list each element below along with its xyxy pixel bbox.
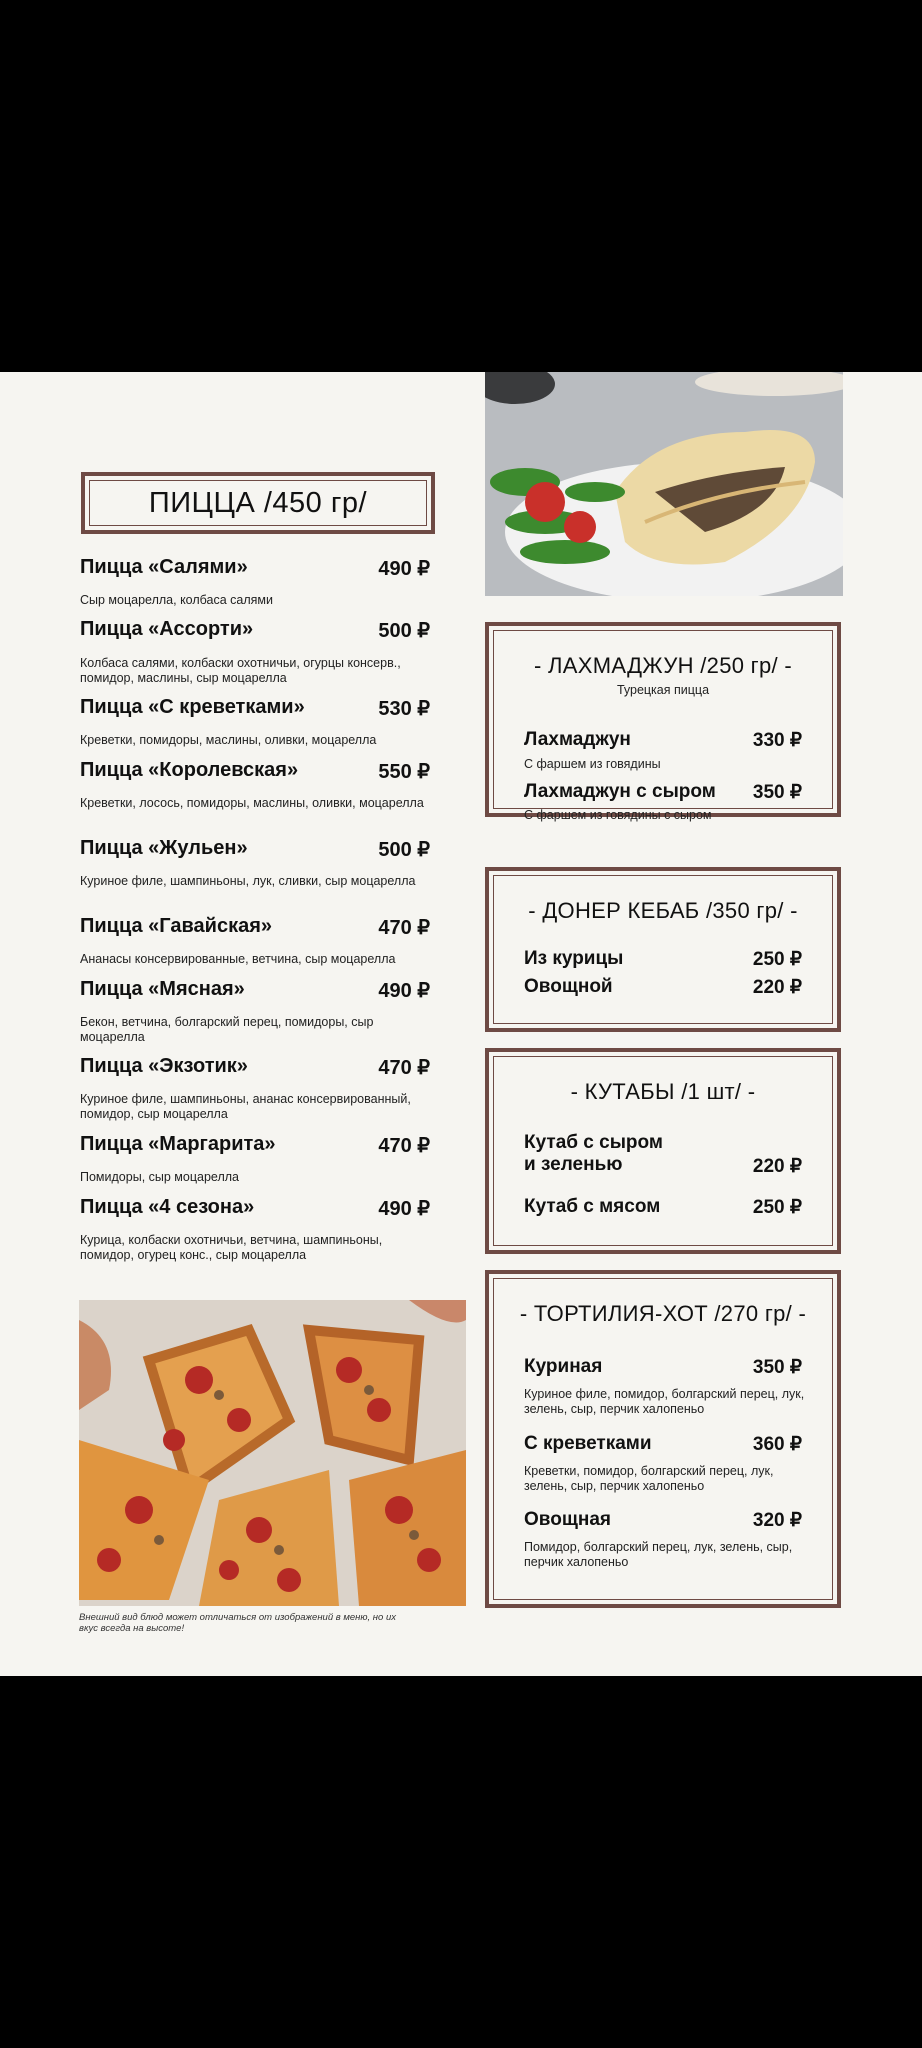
photo-disclaimer: Внешний вид блюд может отличаться от изображений в меню, но их вкус всегда на высоте! [79, 1612, 396, 1634]
item-price: 530 ₽ [378, 698, 430, 720]
item-price: 320 ₽ [752, 1510, 802, 1531]
item-price: 360 ₽ [752, 1434, 802, 1455]
box-inner-frame [493, 1056, 833, 1246]
doner-title: - ДОНЕР КЕБАБ /350 гр/ - [528, 898, 798, 923]
pizza-section-title: ПИЦЦА /450 гр/ [89, 480, 427, 526]
lahmajun-title: - ЛАХМАДЖУН /250 гр/ - [534, 653, 792, 678]
item-price: 250 ₽ [752, 949, 802, 970]
item-name-line2: и зеленью [524, 1154, 623, 1175]
item-price: 220 ₽ [752, 977, 802, 998]
item-description: Куриное филе, помидор, болгарский перец, лук, зелень, сыр, перчик халопеньо [524, 1387, 805, 1416]
item-name: Пицца «Жульен» [80, 837, 248, 859]
item-description: С фаршем из говядины [524, 757, 661, 771]
item-price: 490 ₽ [378, 558, 430, 580]
item-name [524, 1132, 663, 1176]
item-name: Пицца «Экзотик» [80, 1055, 248, 1077]
pizza-section-header [81, 472, 435, 534]
item-description: Сыр моцарелла, колбаса салями [80, 593, 273, 607]
menu-page [0, 372, 922, 1676]
item-description: Помидор, болгарский перец, лук, зелень, сыр, перчик халопеньо [524, 1540, 793, 1569]
item-description: Креветки, лосось, помидоры, маслины, оливки, моцарелла [80, 796, 424, 810]
tortilla-title: - ТОРТИЛИЯ-ХОТ /270 гр/ - [519, 1301, 807, 1326]
kutaby-section [485, 1048, 841, 1254]
item-price: 470 ₽ [378, 917, 430, 939]
item-price: 490 ₽ [378, 1198, 430, 1220]
lahmajun-photo [485, 372, 843, 596]
item-price: 220 ₽ [752, 1156, 802, 1177]
item-name: Лахмаджун с сыром [524, 781, 716, 802]
item-price: 470 ₽ [378, 1135, 430, 1157]
item-name: Пицца «Гавайская» [80, 915, 273, 937]
item-price: 550 ₽ [378, 761, 430, 783]
item-name: Овощная [524, 1509, 611, 1530]
item-name: Куриная [524, 1356, 603, 1377]
item-description: Колбаса салями, колбаски охотничьи, огурцы консерв., помидор, маслины, сыр моцарелла [80, 656, 401, 685]
lahmajun-subtitle: Турецкая пицца [616, 683, 710, 697]
item-name: Пицца «Ассорти» [80, 618, 254, 640]
box-inner-frame [493, 1278, 833, 1600]
item-name: Пицца «Королевская» [80, 759, 299, 781]
item-description: Куриное филе, шампиньоны, ананас консервированный, помидор, сыр моцарелла [80, 1092, 411, 1121]
item-name: Пицца «Салями» [80, 556, 248, 578]
item-price: 470 ₽ [378, 1057, 430, 1079]
item-price: 330 ₽ [752, 730, 802, 751]
item-description: Бекон, ветчина, болгарский перец, помидоры, сыр моцарелла [80, 1015, 374, 1044]
item-name: Овощной [524, 976, 613, 997]
kutaby-title: - КУТАБЫ /1 шт/ - [570, 1079, 756, 1104]
item-price: 500 ₽ [378, 839, 430, 861]
lahmajun-section [485, 622, 841, 822]
item-description: Ананасы консервированные, ветчина, сыр моцарелла [80, 952, 396, 966]
item-name: С креветками [524, 1433, 652, 1454]
box-inner-frame [493, 875, 833, 1024]
item-name: Пицца «4 сезона» [80, 1196, 255, 1218]
item-description: Креветки, помидоры, маслины, оливки, моцарелла [80, 733, 377, 747]
item-price: 500 ₽ [378, 620, 430, 642]
item-price: 350 ₽ [752, 782, 802, 803]
tortilla-section [485, 1270, 841, 1608]
item-description: Курица, колбаски охотничьи, ветчина, шампиньоны, помидор, огурец конс., сыр моцарелла [80, 1233, 383, 1262]
item-description: Креветки, помидор, болгарский перец, лук, зелень, сыр, перчик халопеньо [524, 1464, 774, 1493]
item-name: Пицца «С креветками» [80, 696, 305, 718]
item-price: 350 ₽ [752, 1357, 802, 1378]
item-price: 250 ₽ [752, 1197, 802, 1218]
item-price: 490 ₽ [378, 980, 430, 1002]
item-name-line1: Кутаб с сыром [524, 1132, 663, 1153]
item-name: Кутаб с мясом [524, 1196, 661, 1217]
item-name: Пицца «Мясная» [80, 978, 245, 1000]
item-name: Лахмаджун [524, 729, 631, 750]
box-inner-frame [493, 630, 833, 822]
pizza-photo [79, 1300, 466, 1606]
item-description: Помидоры, сыр моцарелла [80, 1170, 239, 1184]
item-description: С фаршем из говядины с сыром [524, 808, 712, 822]
item-name: Из курицы [524, 948, 624, 969]
doner-section [485, 867, 841, 1032]
item-name: Пицца «Маргарита» [80, 1133, 276, 1155]
item-description: Куриное филе, шампиньоны, лук, сливки, сыр моцарелла [80, 874, 416, 888]
